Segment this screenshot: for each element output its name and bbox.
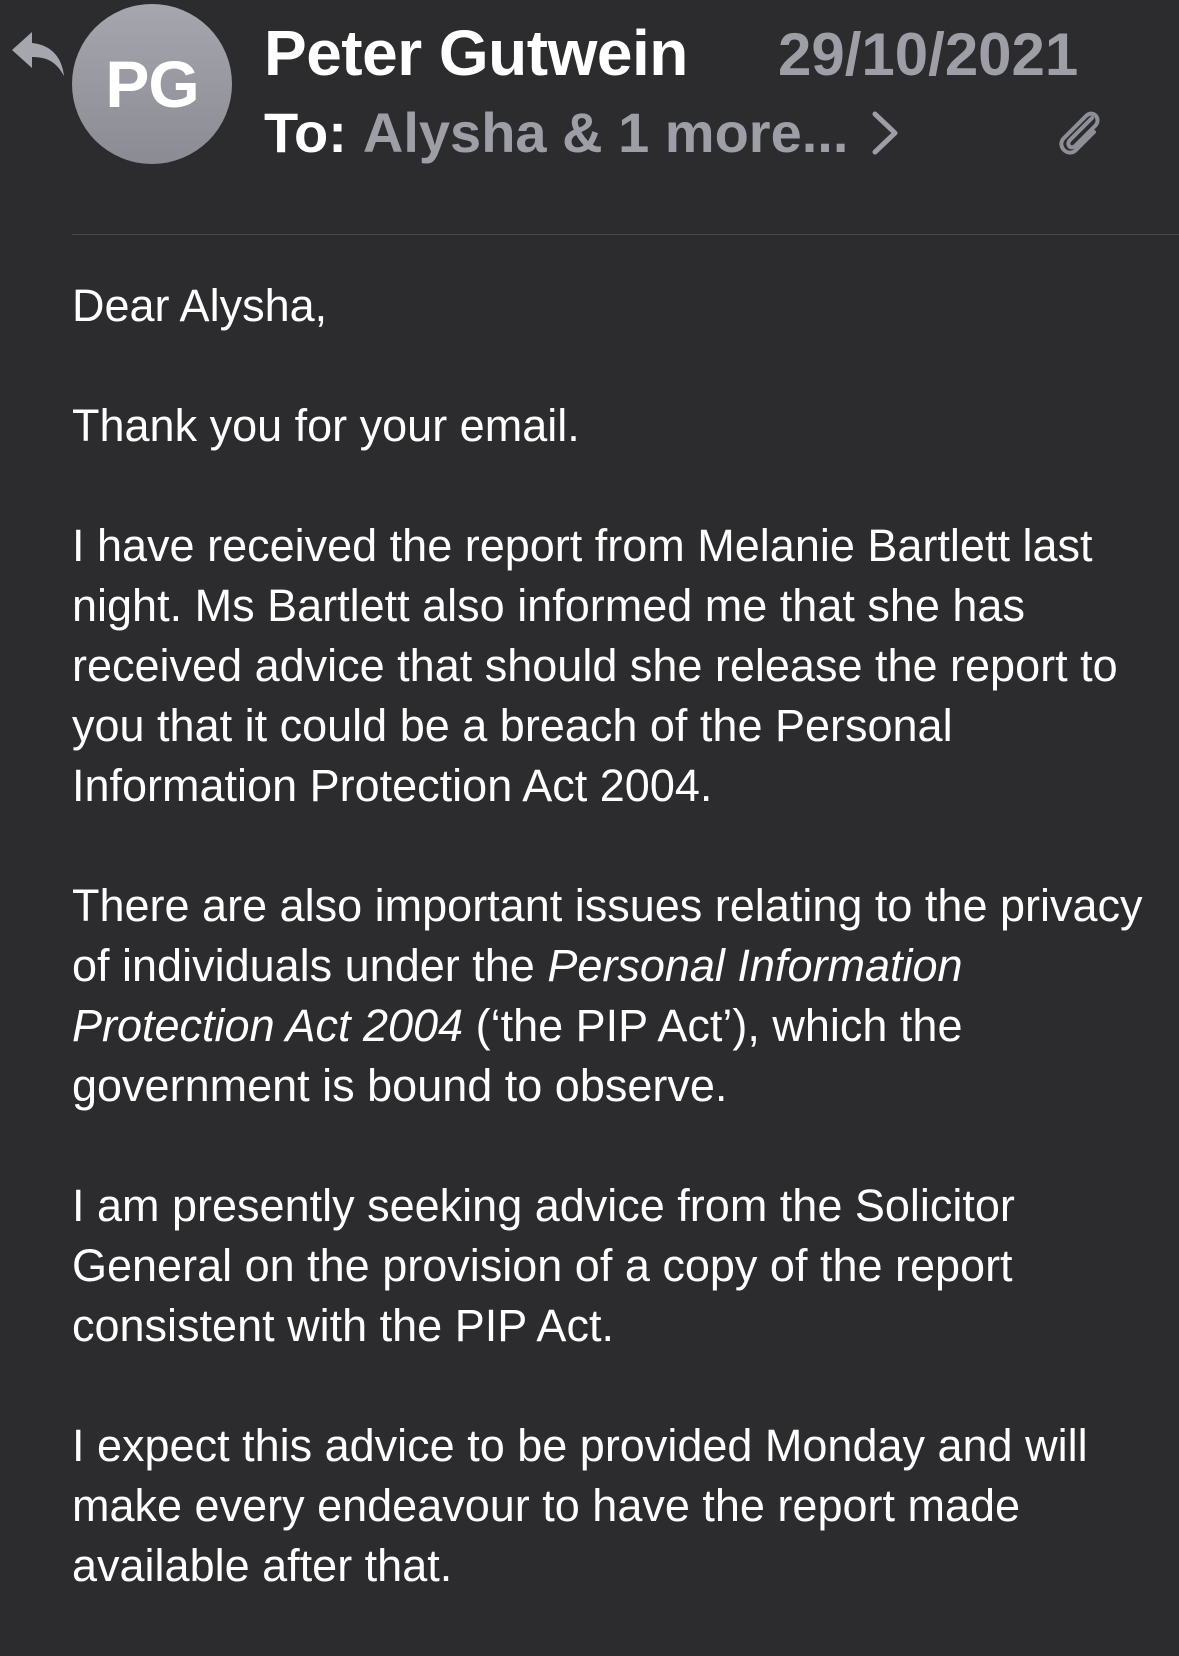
greeting: Dear Alysha, xyxy=(72,280,328,331)
act-title: Personal Information Protection Act 2004 xyxy=(72,940,963,1051)
message-date: 29/10/2021 xyxy=(778,21,1079,88)
paragraph-2: I have received the report from Melanie Bartlett last night. Ms Bartlett also informed me that she has received advice that should she release the report to you that it could be a breach of the Personal Information Protection Act 2004. xyxy=(72,520,1118,811)
paragraph-5: I expect this advice to be provided Monday and will make every endeavour to have the report made available after that. xyxy=(72,1420,1088,1591)
paragraph-3-part-a: There are also important issues relating to the privacy of individuals under the xyxy=(72,880,1143,991)
avatar-initials: PG xyxy=(105,47,199,121)
chevron-right-icon[interactable] xyxy=(870,110,900,156)
paragraph-3-part-b: (‘the PIP Act’), which the government is bound to observe. xyxy=(72,1000,963,1111)
sender-name: Peter Gutwein xyxy=(264,17,688,89)
reply-icon[interactable] xyxy=(8,26,68,82)
message-header xyxy=(0,0,1179,234)
paragraph-4: I am presently seeking advice from the Solicitor General on the provision of a copy of the report consistent with the PIP Act. xyxy=(72,1180,1015,1351)
avatar[interactable] xyxy=(72,4,232,164)
paperclip-icon[interactable] xyxy=(1050,104,1106,160)
recipients-row[interactable] xyxy=(264,100,900,165)
to-label: To: xyxy=(264,101,347,164)
message-body xyxy=(72,276,1167,1656)
recipients-summary[interactable]: Alysha & 1 more... xyxy=(362,101,849,164)
paragraph-1: Thank you for your email. xyxy=(72,400,580,451)
header-divider xyxy=(72,234,1179,235)
paragraph-3 xyxy=(72,876,1167,1116)
